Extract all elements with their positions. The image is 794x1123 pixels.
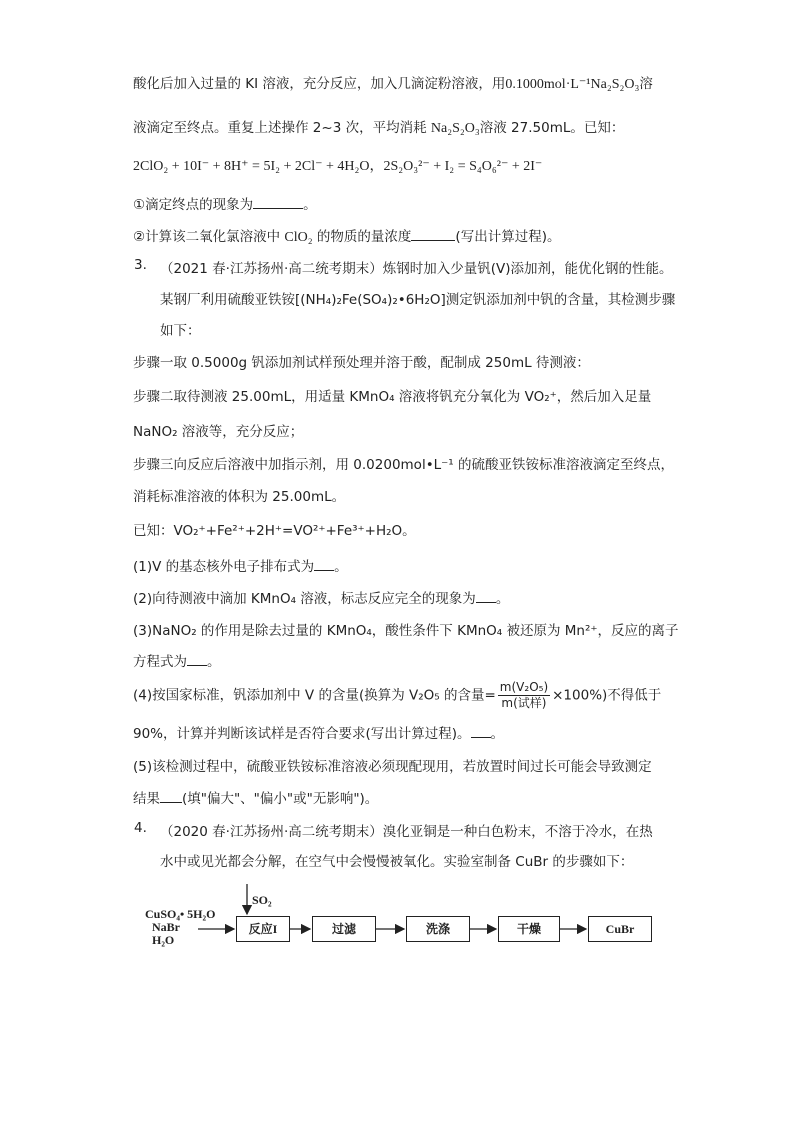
formula: 0.1000mol·L⁻¹Na₂S₂O₃: [505, 77, 640, 92]
text-segment: 溶: [639, 76, 653, 92]
question-3-3-line-1: (3)NaNO₂ 的作用是除去过量的 KMnO₄，酸性条件下 KMnO₄ 被还原为 Mn²⁺，反应的离子: [133, 623, 679, 639]
text-line: [133, 116, 624, 137]
problem-number: 3.: [134, 257, 147, 273]
answer-blank: [476, 590, 496, 603]
question-3-4-line-1: [133, 680, 661, 711]
text-segment: 液滴定至终点。重复上述操作 2~3 次，平均消耗: [133, 120, 427, 136]
text-segment: 90%，计算并判断该试样是否符合要求(写出计算过程)。: [133, 726, 471, 742]
step-2-line-1: 步骤二取待测液 25.00mL，用适量 KMnO₄ 溶液将钒充分氧化为 VO₂⁺，然后加入足量: [133, 389, 652, 405]
step-3-line-2: 消耗标准溶液的体积为 25.00mL。: [133, 489, 346, 505]
problem-4-line-2: 水中或见光都会分解，在空气中会慢慢被氧化。实验室制备 CuBr 的步骤如下：: [160, 854, 634, 870]
text-segment: 酸化后加入过量的 KI 溶液，充分反应，加入几滴淀粉溶液，用: [133, 76, 506, 92]
problem-3-line-2: 某钢厂利用硫酸亚铁铵[(NH₄)₂Fe(SO₄)₂•6H₂O]测定钒添加剂中钒的含量，其检测步骤: [160, 292, 676, 308]
process-flowchart: [140, 884, 670, 964]
problem-4-line-1: （2020 春·江苏扬州·高二统考期末）溴化亚铜是一种白色粉末，不溶于冷水，在热: [160, 824, 653, 840]
text-segment: ②计算该二氧化氯溶液中: [133, 229, 281, 245]
question-3-1: [133, 555, 348, 575]
text-segment: (写出计算过程)。: [455, 229, 561, 245]
problem-number: 4.: [134, 820, 147, 836]
formula: Na₂S₂O₃: [430, 121, 480, 136]
known-equation: 已知：VO₂⁺+Fe²⁺+2H⁺=VO²⁺+Fe³⁺+H₂O。: [133, 523, 416, 539]
fraction-denominator: m(试样): [501, 696, 547, 710]
question-2: [133, 225, 560, 246]
step-3-line-1: 步骤三向反应后溶液中加指示剂，用 0.0200mol•L⁻¹ 的硫酸亚铁铵标准溶液滴定至终点，: [133, 457, 675, 473]
text-segment: (4)按国家标准，钒添加剂中 V 的含量(换算为 V₂O₅ 的含量=: [133, 687, 496, 704]
answer-blank: [471, 725, 491, 738]
problem-3-line-3: 如下：: [160, 323, 201, 339]
answer-blank: [253, 196, 303, 209]
question-1: [133, 193, 317, 213]
step-1: 步骤一取 0.5000g 钒添加剂试样预处理并溶于酸，配制成 250mL 待测液：: [133, 355, 590, 371]
text-segment: 。: [495, 591, 510, 607]
reagent-so2: SO₂: [252, 893, 272, 907]
step-wash: 洗涤: [406, 916, 470, 942]
text-segment: ×100%)不得低于: [552, 687, 662, 704]
problem-3-line-1: （2021 春·江苏扬州·高二统考期末）炼钢时加入少量钒(V)添加剂，能优化钢的性能。: [160, 261, 673, 277]
step-dry: 干燥: [498, 916, 560, 942]
question-3-5-line-1: (5)该检测过程中，硫酸亚铁铵标准溶液必须现配现用，若放置时间过长可能会导致测定: [133, 759, 652, 775]
input-reagent: H₂O: [152, 933, 175, 947]
question-3-2: [133, 587, 509, 607]
question-3-4-line-2: [133, 722, 504, 742]
text-segment: 。: [334, 559, 348, 575]
answer-blank: [187, 653, 207, 666]
text-segment: (1)V 的基态核外电子排布式为: [133, 559, 315, 575]
text-segment: ①滴定终点的现象为: [133, 197, 254, 213]
text-segment: 。: [303, 197, 317, 213]
formula: ClO₂: [284, 230, 313, 245]
fraction-numerator: m(V₂O₅): [499, 680, 549, 694]
text-segment: 方程式为: [133, 654, 187, 670]
text-segment: (2)向待测液中滴加 KMnO₄ 溶液，标志反应完全的现象为: [133, 591, 476, 607]
question-3-5-line-2: [133, 787, 378, 807]
text-segment: 的物质的量浓度: [316, 229, 412, 245]
text-segment: 结果: [133, 791, 160, 807]
equation: 2ClO₂ + 10I⁻ + 8H⁺ = 5I₂ + 2Cl⁻ + 4H₂O，2S₂O₃²⁻ + I₂ = S₄O₆²⁻ + 2I⁻: [133, 159, 543, 174]
input-reagent: NaBr: [152, 920, 180, 934]
fraction: [498, 680, 550, 711]
text-segment: (填"偏大"、"偏小"或"无影响")。: [182, 791, 379, 807]
text-line: [133, 72, 653, 93]
text-segment: 溶液 27.50mL。已知：: [479, 120, 625, 136]
question-3-3-line-2: [133, 650, 221, 670]
answer-blank: [160, 790, 182, 803]
product-cubr: CuBr: [588, 916, 652, 942]
answer-blank: [411, 228, 455, 241]
text-segment: 。: [207, 654, 221, 670]
answer-blank: [314, 558, 334, 571]
step-2-line-2: NaNO₂ 溶液等，充分反应；: [133, 424, 304, 440]
text-segment: 。: [490, 726, 505, 742]
step-filter: 过滤: [312, 916, 376, 942]
input-reagent: CuSO₄• 5H₂O: [145, 907, 216, 921]
step-reaction: 反应I: [236, 916, 290, 942]
